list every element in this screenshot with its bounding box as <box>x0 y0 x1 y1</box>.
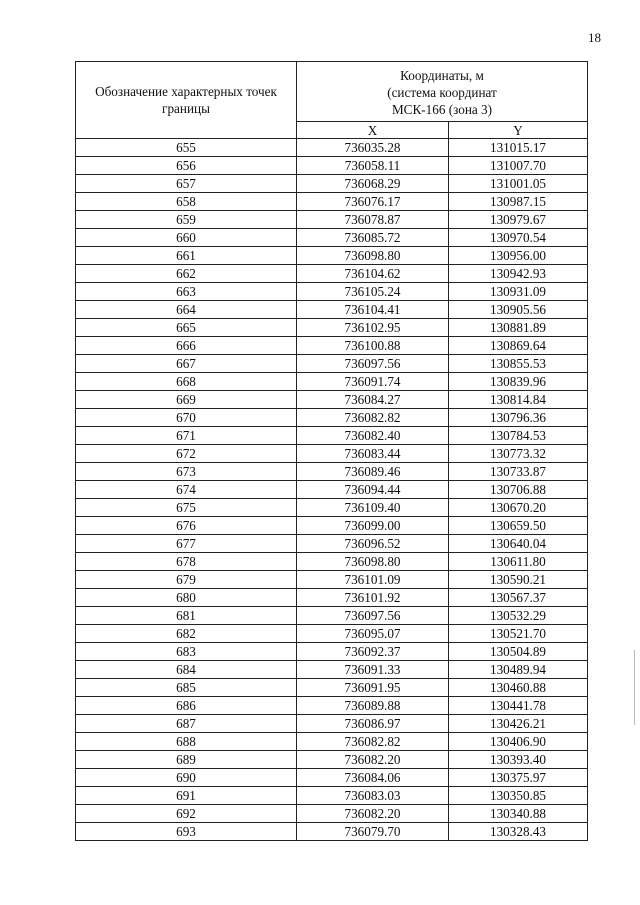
table-row <box>76 481 588 499</box>
table-header <box>76 62 588 139</box>
x-coordinate-cell: 736105.24 <box>297 283 449 301</box>
header-coordinates <box>297 62 588 122</box>
x-coordinate-cell: 736076.17 <box>297 193 449 211</box>
point-number-cell: 656 <box>76 157 297 175</box>
table-row <box>76 805 588 823</box>
x-coordinate-cell: 736094.44 <box>297 481 449 499</box>
y-coordinate-cell: 130640.04 <box>449 535 588 553</box>
x-coordinate-cell: 736082.40 <box>297 427 449 445</box>
point-number-cell: 668 <box>76 373 297 391</box>
table-row <box>76 643 588 661</box>
x-coordinate-cell: 736082.82 <box>297 409 449 427</box>
x-coordinate-cell: 736097.56 <box>297 355 449 373</box>
point-number-cell: 684 <box>76 661 297 679</box>
y-coordinate-cell: 130733.87 <box>449 463 588 481</box>
x-coordinate-cell: 736091.74 <box>297 373 449 391</box>
point-number-cell: 691 <box>76 787 297 805</box>
y-coordinate-cell: 130784.53 <box>449 427 588 445</box>
y-coordinate-cell: 130839.96 <box>449 373 588 391</box>
y-coordinate-cell: 130979.67 <box>449 211 588 229</box>
x-coordinate-cell: 736101.09 <box>297 571 449 589</box>
point-number-cell: 661 <box>76 247 297 265</box>
table-row <box>76 553 588 571</box>
x-coordinate-cell: 736109.40 <box>297 499 449 517</box>
table-row <box>76 589 588 607</box>
y-coordinate-cell: 130590.21 <box>449 571 588 589</box>
x-coordinate-cell: 736086.97 <box>297 715 449 733</box>
point-number-cell: 676 <box>76 517 297 535</box>
y-coordinate-cell: 130881.89 <box>449 319 588 337</box>
y-coordinate-cell: 130393.40 <box>449 751 588 769</box>
y-coordinate-cell: 130796.36 <box>449 409 588 427</box>
table-row <box>76 265 588 283</box>
point-number-cell: 685 <box>76 679 297 697</box>
table-row <box>76 661 588 679</box>
x-coordinate-cell: 736095.07 <box>297 625 449 643</box>
table-row <box>76 715 588 733</box>
table-row <box>76 229 588 247</box>
table-row <box>76 823 588 841</box>
table-row <box>76 139 588 157</box>
point-number-cell: 658 <box>76 193 297 211</box>
y-coordinate-cell: 130375.97 <box>449 769 588 787</box>
table-row <box>76 427 588 445</box>
x-coordinate-cell: 736082.20 <box>297 805 449 823</box>
x-coordinate-cell: 736097.56 <box>297 607 449 625</box>
point-number-cell: 681 <box>76 607 297 625</box>
point-number-cell: 672 <box>76 445 297 463</box>
point-number-cell: 665 <box>76 319 297 337</box>
table-row <box>76 499 588 517</box>
y-coordinate-cell: 130905.56 <box>449 301 588 319</box>
point-number-cell: 673 <box>76 463 297 481</box>
y-coordinate-cell: 130426.21 <box>449 715 588 733</box>
table-row <box>76 517 588 535</box>
point-number-cell: 687 <box>76 715 297 733</box>
y-coordinate-cell: 130460.88 <box>449 679 588 697</box>
point-number-cell: 683 <box>76 643 297 661</box>
y-coordinate-cell: 130970.54 <box>449 229 588 247</box>
table-row <box>76 625 588 643</box>
point-number-cell: 664 <box>76 301 297 319</box>
table-row <box>76 301 588 319</box>
y-coordinate-cell: 130706.88 <box>449 481 588 499</box>
table-row <box>76 193 588 211</box>
point-number-cell: 660 <box>76 229 297 247</box>
x-coordinate-cell: 736104.62 <box>297 265 449 283</box>
point-number-cell: 689 <box>76 751 297 769</box>
y-coordinate-cell: 130567.37 <box>449 589 588 607</box>
x-coordinate-cell: 736104.41 <box>297 301 449 319</box>
header-coordinates-line2: (система координат <box>387 85 497 101</box>
x-coordinate-cell: 736100.88 <box>297 337 449 355</box>
point-number-cell: 693 <box>76 823 297 841</box>
y-coordinate-cell: 130931.09 <box>449 283 588 301</box>
x-coordinate-cell: 736089.88 <box>297 697 449 715</box>
y-coordinate-cell: 130489.94 <box>449 661 588 679</box>
point-number-cell: 657 <box>76 175 297 193</box>
table-row <box>76 679 588 697</box>
x-coordinate-cell: 736082.20 <box>297 751 449 769</box>
point-number-cell: 677 <box>76 535 297 553</box>
table-row <box>76 769 588 787</box>
y-coordinate-cell: 131007.70 <box>449 157 588 175</box>
table-row <box>76 211 588 229</box>
x-coordinate-cell: 736091.33 <box>297 661 449 679</box>
point-number-cell: 655 <box>76 139 297 157</box>
table-row <box>76 607 588 625</box>
header-coordinates-line1: Координаты, м <box>400 68 484 84</box>
y-coordinate-cell: 130773.32 <box>449 445 588 463</box>
table-row <box>76 247 588 265</box>
x-coordinate-cell: 736084.27 <box>297 391 449 409</box>
point-number-cell: 663 <box>76 283 297 301</box>
header-coordinates-line3: МСК-166 (зона 3) <box>391 102 493 118</box>
scan-edge-mark <box>634 650 635 725</box>
point-number-cell: 686 <box>76 697 297 715</box>
point-number-cell: 662 <box>76 265 297 283</box>
x-coordinate-cell: 736091.95 <box>297 679 449 697</box>
x-coordinate-cell: 736078.87 <box>297 211 449 229</box>
y-coordinate-cell: 130987.15 <box>449 193 588 211</box>
x-coordinate-cell: 736092.37 <box>297 643 449 661</box>
point-number-cell: 670 <box>76 409 297 427</box>
x-coordinate-cell: 736068.29 <box>297 175 449 193</box>
x-coordinate-cell: 736089.46 <box>297 463 449 481</box>
point-number-cell: 669 <box>76 391 297 409</box>
y-coordinate-cell: 130504.89 <box>449 643 588 661</box>
y-coordinate-cell: 130328.43 <box>449 823 588 841</box>
x-coordinate-cell: 736102.95 <box>297 319 449 337</box>
x-coordinate-cell: 736079.70 <box>297 823 449 841</box>
y-coordinate-cell: 130340.88 <box>449 805 588 823</box>
table-row <box>76 571 588 589</box>
header-row <box>76 62 588 122</box>
y-coordinate-cell: 131001.05 <box>449 175 588 193</box>
point-number-cell: 671 <box>76 427 297 445</box>
table-body <box>76 139 588 841</box>
table-row <box>76 463 588 481</box>
table-row <box>76 337 588 355</box>
x-coordinate-cell: 736098.80 <box>297 553 449 571</box>
point-number-cell: 679 <box>76 571 297 589</box>
x-coordinate-cell: 736082.82 <box>297 733 449 751</box>
header-y: Y <box>449 122 588 139</box>
x-coordinate-cell: 736099.00 <box>297 517 449 535</box>
x-coordinate-cell: 736085.72 <box>297 229 449 247</box>
table-row <box>76 751 588 769</box>
y-coordinate-cell: 130855.53 <box>449 355 588 373</box>
point-number-cell: 675 <box>76 499 297 517</box>
table-row <box>76 697 588 715</box>
y-coordinate-cell: 130441.78 <box>449 697 588 715</box>
y-coordinate-cell: 130406.90 <box>449 733 588 751</box>
point-number-cell: 688 <box>76 733 297 751</box>
y-coordinate-cell: 130942.93 <box>449 265 588 283</box>
y-coordinate-cell: 130611.80 <box>449 553 588 571</box>
coordinates-table <box>75 61 588 841</box>
x-coordinate-cell: 736035.28 <box>297 139 449 157</box>
table-row <box>76 787 588 805</box>
table-row <box>76 373 588 391</box>
y-coordinate-cell: 130956.00 <box>449 247 588 265</box>
point-number-cell: 690 <box>76 769 297 787</box>
y-coordinate-cell: 130532.29 <box>449 607 588 625</box>
y-coordinate-cell: 130814.84 <box>449 391 588 409</box>
table-row <box>76 355 588 373</box>
point-number-cell: 666 <box>76 337 297 355</box>
point-number-cell: 667 <box>76 355 297 373</box>
header-point-designation: Обозначение характерных точек границы <box>76 62 297 139</box>
point-number-cell: 692 <box>76 805 297 823</box>
table-row <box>76 157 588 175</box>
x-coordinate-cell: 736098.80 <box>297 247 449 265</box>
y-coordinate-cell: 130350.85 <box>449 787 588 805</box>
table-row <box>76 319 588 337</box>
y-coordinate-cell: 130659.50 <box>449 517 588 535</box>
y-coordinate-cell: 130521.70 <box>449 625 588 643</box>
x-coordinate-cell: 736058.11 <box>297 157 449 175</box>
y-coordinate-cell: 131015.17 <box>449 139 588 157</box>
table-row <box>76 409 588 427</box>
y-coordinate-cell: 130670.20 <box>449 499 588 517</box>
x-coordinate-cell: 736096.52 <box>297 535 449 553</box>
x-coordinate-cell: 736083.44 <box>297 445 449 463</box>
x-coordinate-cell: 736101.92 <box>297 589 449 607</box>
point-number-cell: 674 <box>76 481 297 499</box>
point-number-cell: 678 <box>76 553 297 571</box>
table-row <box>76 283 588 301</box>
table-row <box>76 445 588 463</box>
x-coordinate-cell: 736083.03 <box>297 787 449 805</box>
point-number-cell: 680 <box>76 589 297 607</box>
table-row <box>76 535 588 553</box>
page-number: 18 <box>588 30 601 45</box>
header-x: X <box>297 122 449 139</box>
x-coordinate-cell: 736084.06 <box>297 769 449 787</box>
table-row <box>76 391 588 409</box>
point-number-cell: 659 <box>76 211 297 229</box>
y-coordinate-cell: 130869.64 <box>449 337 588 355</box>
table-row <box>76 733 588 751</box>
table-row <box>76 175 588 193</box>
point-number-cell: 682 <box>76 625 297 643</box>
